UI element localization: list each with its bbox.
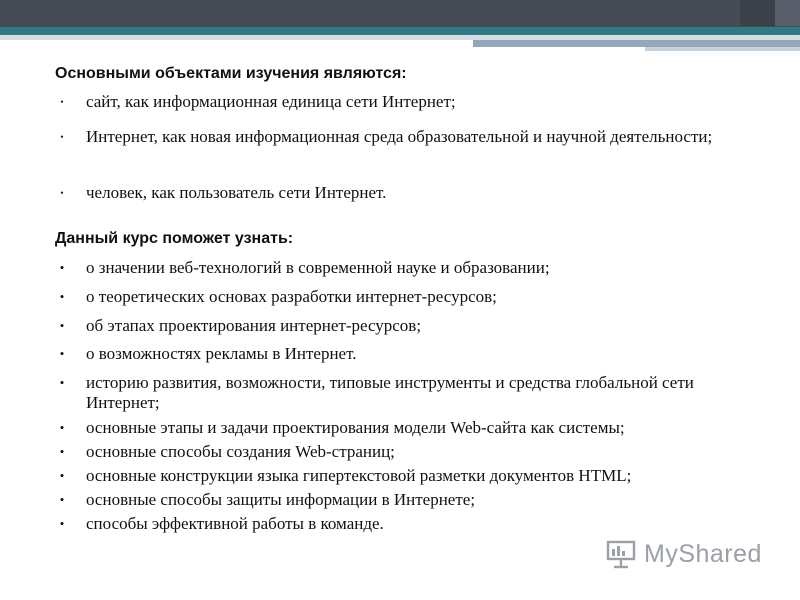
bullet-icon: • (59, 289, 65, 304)
list-item (55, 183, 760, 203)
list-item-text: о значении веб-технологий в современной науке и образовании; (86, 258, 550, 277)
list-item-text: об этапах проектирования интернет-ресурсов; (86, 316, 422, 335)
list-item (55, 316, 760, 336)
list-item (55, 514, 760, 534)
list-item-text: способы эффективной работы в команде. (86, 514, 384, 533)
presentation-board-icon (606, 539, 636, 569)
list-item-text: о теоретических основах разработки интернет-ресурсов; (86, 287, 497, 306)
list-item (55, 344, 760, 364)
bullet-icon: • (59, 420, 65, 435)
list-item-text: сайт, как информационная единица сети Интернет; (86, 92, 456, 111)
bullet-icon: • (60, 188, 64, 198)
list-item-text: основные способы защиты информации в Интернете; (86, 490, 476, 509)
list-item (55, 258, 760, 278)
list-item (55, 373, 760, 413)
header-band-strip-2 (645, 47, 800, 51)
list-item-text: историю развития, возможности, типовые инструменты и средства глобальной сети Интернет; (86, 373, 694, 412)
list-item (55, 418, 760, 438)
list-item (55, 490, 760, 510)
header-band-cap (775, 0, 800, 26)
header-band-teal (0, 27, 800, 35)
bullet-icon: • (59, 260, 65, 275)
list-item (55, 466, 760, 486)
list-item (55, 442, 760, 462)
list-item-text: основные этапы и задачи проектирования модели Web-сайта как системы; (86, 418, 625, 437)
section-heading-objects: Основными объектами изучения являются: (55, 65, 407, 82)
section-heading-course: Данный курс поможет узнать: (55, 230, 294, 247)
watermark-text: MyShared (644, 540, 762, 568)
list-item-text: основные конструкции языка гипертекстовой разметки документов HTML; (86, 466, 632, 485)
list-item-text: Интернет, как новая информационная среда образовательной и научной деятельности; (86, 127, 713, 146)
header-band-dark (0, 0, 800, 27)
list-item (55, 287, 760, 307)
bullet-icon: • (59, 516, 65, 531)
list-item-text: основные способы создания Web-страниц; (86, 442, 395, 461)
header-band-strip (473, 40, 800, 47)
bullet-icon: • (59, 375, 65, 390)
list-item (55, 127, 760, 147)
bullet-icon: • (60, 132, 64, 142)
bullet-icon: • (59, 492, 65, 507)
list-item (55, 92, 760, 112)
bullet-icon: • (59, 346, 65, 361)
list-item-text: о возможностях рекламы в Интернет. (86, 344, 357, 363)
bullet-icon: • (59, 444, 65, 459)
myshared-watermark (606, 537, 771, 573)
bullet-icon: • (59, 468, 65, 483)
bullet-icon: • (59, 318, 65, 333)
bullet-icon: • (60, 97, 64, 107)
list-item-text: человек, как пользователь сети Интернет. (86, 183, 387, 202)
